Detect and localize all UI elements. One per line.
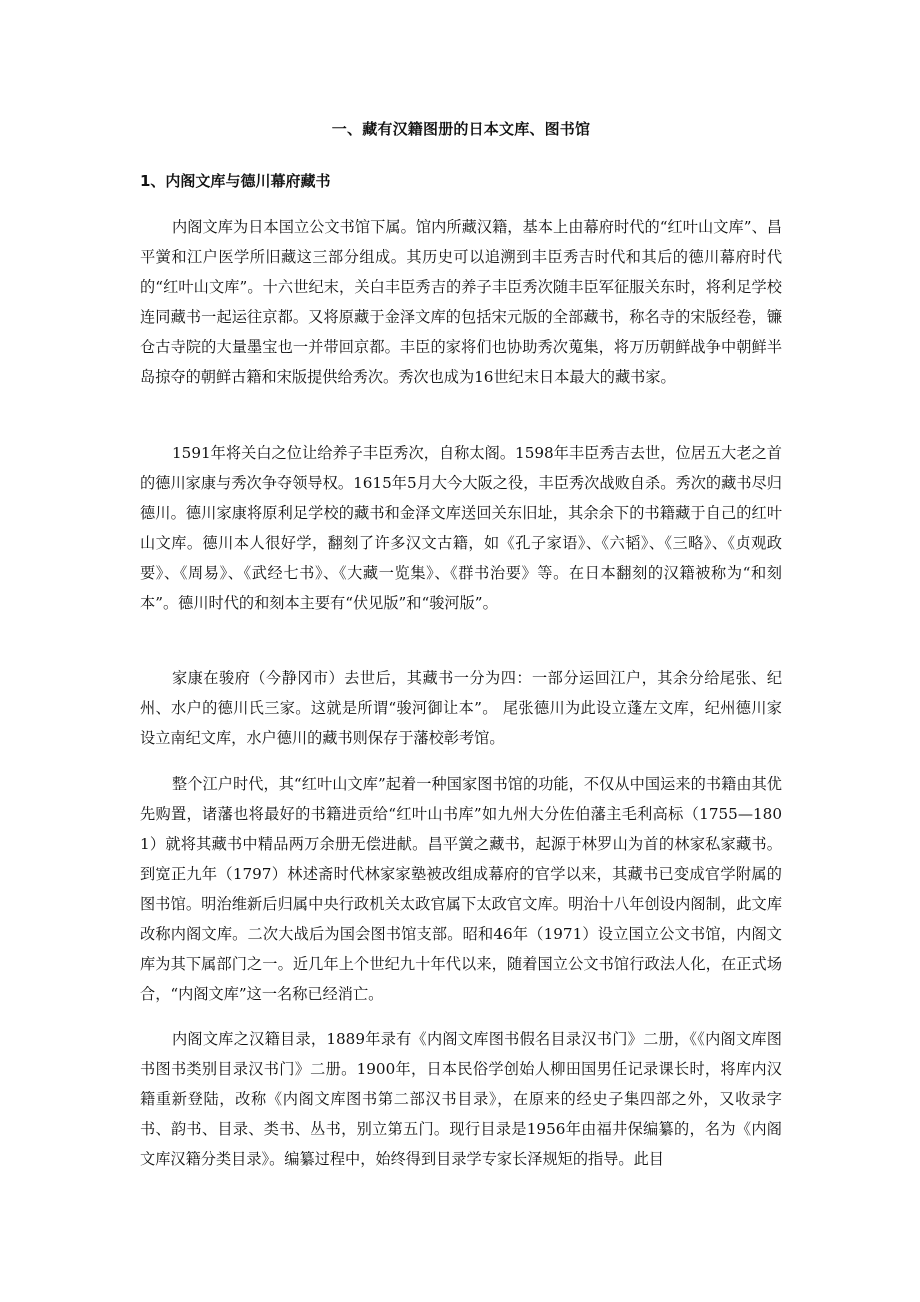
paragraph-4: 整个江户时代，其“红叶山文库”起着一种国家图书馆的功能，不仅从中国运来的书籍由其优先购置，诸藩也将最好的书籍进贡给“红叶山书库”如九州大分佐伯藩主毛利高标（1755—1801）就将其藏书中精品两万余册无偿进献。昌平黉之藏书，起源于林罗山为首的林家私家藏书。到宽正九年（1797）林述斋时代林家家塾被改组成幕府的官学以来，其藏书已变成官学附属的图书馆。明治维新后归属中央行政机关太政官属下太政官文库。明治十八年创设内阁制，此文库改称内阁文库。二次大战后为国会图书馆支部。昭和46年（1971）设立国立公文书馆，内阁文库为其下属部门之一。近几年上个世纪九十年代以来，随着国立公文书馆行政法人化，在正式场合，“内阁文库”这一名称已经消亡。 — [140, 775, 782, 1003]
paragraph-5: 内阁文库之汉籍目录，1889年录有《内阁文库图书假名目录汉书门》二册，《《内阁文库图书图书类别目录汉书门》二册。1900年，日本民俗学创始人柳田国男任记录课长时，将库内汉籍重新登陆，改称《内阁文库图书第二部汉书目录》，在原来的经史子集四部之外，又收录字书、韵书、目录、类书、丛书，别立第五门。现行目录是1956年由福井保编纂的，名为《内阁文库汉籍分类目录》。编纂过程中，始终得到目录学专家长泽规矩的指导。此目 — [140, 1030, 782, 1168]
paragraph-3: 家康在骏府（今静冈市）去世后，其藏书一分为四：一部分运回江户，其余分给尾张、纪州、水户的德川氏三家。这就是所谓“骏河御让本”。 尾张德川为此设立蓬左文库，纪州德川家设立南纪文库，水户德川的藏书则保存于藩校彰考馆。 — [140, 669, 782, 747]
section-heading: 1、内阁文库与德川幕府藏书 — [140, 172, 331, 190]
document-title: 一、藏有汉籍图册的日本文库、图书馆 — [331, 120, 591, 138]
paragraph-1: 内阁文库为日本国立公文书馆下属。馆内所藏汉籍，基本上由幕府时代的“红叶山文库”、昌平黉和江户医学所旧藏这三部分组成。其历史可以追溯到丰臣秀吉时代和其后的德川幕府时代的“红叶山文库”。十六世纪末，关白丰臣秀吉的养子丰臣秀次随丰臣军征服关东时，将利足学校连同藏书一起运往京都。又将原藏于金泽文库的包括宋元版的全部藏书，称名寺的宋版经卷，镰仓古寺院的大量墨宝也一并带回京都。丰臣的家将们也协助秀次蒐集，将万历朝鲜战争中朝鲜半岛掠夺的朝鲜古籍和宋版提供给秀次。秀次也成为16世纪末日本最大的藏书家。 — [140, 218, 782, 386]
paragraph-2: 1591年将关白之位让给养子丰臣秀次，自称太阁。1598年丰臣秀吉去世，位居五大老之首的德川家康与秀次争夺领导权。1615年5月大今大阪之役，丰臣秀次战败自杀。秀次的藏书尽归德川。德川家康将原利足学校的藏书和金泽文库送回关东旧址，其余余下的书籍藏于自己的红叶山文库。德川本人很好学，翻刻了许多汉文古籍，如《孔子家语》、《六韬》、《三略》、《贞观政要》、《周易》、《武经七书》、《大藏一览集》、《群书治要》等。在日本翻刻的汉籍被称为“和刻本”。德川时代的和刻本主要有“伏见版”和“骏河版”。 — [140, 444, 782, 612]
